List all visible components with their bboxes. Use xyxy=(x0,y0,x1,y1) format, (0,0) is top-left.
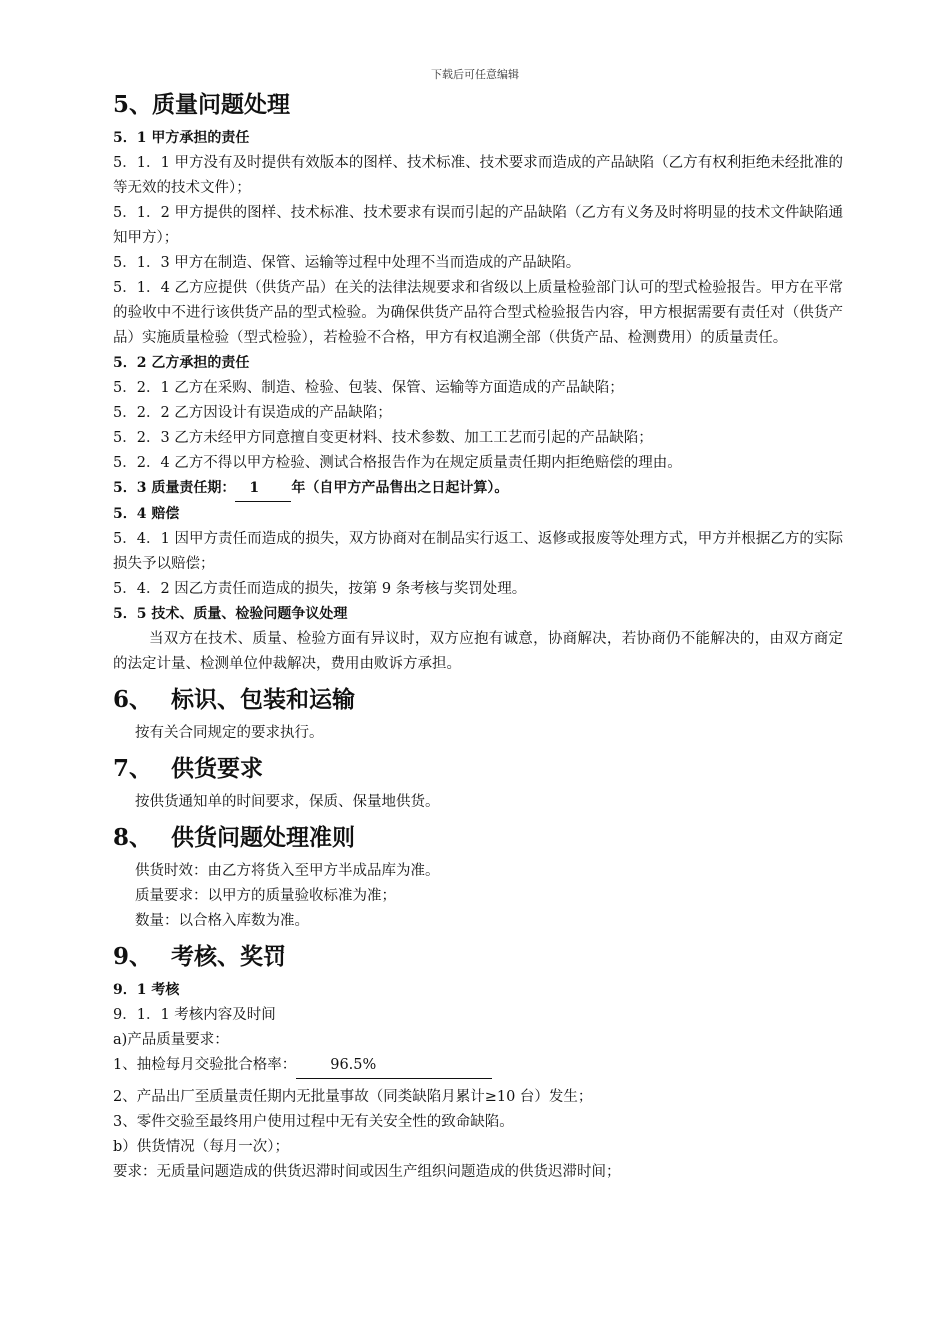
warranty-period-value: 1 xyxy=(235,476,291,502)
clause-5-1-1: 5．1．1 甲方没有及时提供有效版本的图样、技术标准、技术要求而造成的产品缺陷（乙方有权利拒绝未经批准的等无效的技术文件）； xyxy=(113,155,843,196)
section-5-heading: 5、质量问题处理 xyxy=(113,91,291,118)
section-6-text: 按有关合同规定的要求执行。 xyxy=(135,725,324,741)
warranty-label: 5．3 质量责任期： xyxy=(113,480,236,496)
section-8-heading: 8、 供货问题处理准则 xyxy=(113,824,355,851)
section-7-text: 按供货通知单的时间要求，保质、保量地供货。 xyxy=(135,794,440,810)
clause-5-1-2: 5．1．2 甲方提供的图样、技术标准、技术要求有误而引起的产品缺陷（乙方有义务及时将明显的技术文件缺陷通知甲方）； xyxy=(113,205,843,246)
clause-5-2-4: 5．2．4 乙方不得以甲方检验、测试合格报告作为在规定质量责任期内拒绝赔偿的理由。 xyxy=(113,455,682,471)
section-9-heading: 9、 考核、奖罚 xyxy=(113,943,286,970)
supply-status-label: b）供货情况（每月一次）； xyxy=(113,1139,290,1155)
quality-item-3: 3、零件交验至最终用户使用过程中无有关安全性的致命缺陷。 xyxy=(113,1114,514,1130)
section-5-2-heading: 5．2 乙方承担的责任 xyxy=(113,355,250,371)
page-header: 下载后可任意编辑 xyxy=(431,68,519,81)
document-body xyxy=(113,88,843,1185)
section-6-heading: 6、 标识、包装和运输 xyxy=(113,686,355,713)
supply-requirement: 要求：无质量问题造成的供货迟滞时间或因生产组织问题造成的供货迟滞时间； xyxy=(113,1164,621,1180)
section-8-item-quality: 质量要求：以甲方的质量验收标准为准； xyxy=(135,888,396,904)
section-8-item-quantity: 数量：以合格入库数为准。 xyxy=(135,913,309,929)
section-5-3-heading xyxy=(113,476,843,502)
section-9-1-heading: 9．1 考核 xyxy=(113,982,180,998)
pass-rate-value: 96.5% xyxy=(296,1053,492,1079)
clause-5-2-1: 5．2．1 乙方在采购、制造、检验、包装、保管、运输等方面造成的产品缺陷； xyxy=(113,380,624,396)
section-8-item-timeliness: 供货时效：由乙方将货入至甲方半成品库为准。 xyxy=(135,863,440,879)
clause-5-1-4: 5．1．4 乙方应提供（供货产品）在关的法律法规要求和省级以上质量检验部门认可的型式检验报告。甲方在平常的验收中不进行该供货产品的型式检验。为确保供货产品符合型式检验报告内容，甲方根据需要有责任对（供货产品）实施质量检验（型式检验），若检验不合格，甲方有权追溯全部（供货产品、检测费用）的质量责任。 xyxy=(113,280,843,346)
pass-rate-label: 1、抽检每月交验批合格率： xyxy=(113,1057,297,1073)
clause-5-2-2: 5．2．2 乙方因设计有误造成的产品缺陷； xyxy=(113,405,392,421)
section-5-4-heading: 5．4 赔偿 xyxy=(113,506,180,522)
clause-9-1-1: 9．1．1 考核内容及时间 xyxy=(113,1007,276,1023)
section-7-heading: 7、 供货要求 xyxy=(113,755,263,782)
clause-5-5-text: 当双方在技术、质量、检验方面有异议时，双方应抱有诚意，协商解决，若协商仍不能解决的，由双方商定的法定计量、检测单位仲裁解决，费用由败诉方承担。 xyxy=(113,631,843,672)
clause-5-4-2: 5．4．2 因乙方责任而造成的损失，按第 9 条考核与奖罚处理。 xyxy=(113,581,527,597)
clause-5-2-3: 5．2．3 乙方未经甲方同意擅自变更材料、技术参数、加工工艺而引起的产品缺陷； xyxy=(113,430,653,446)
clause-5-1-3: 5．1．3 甲方在制造、保管、运输等过程中处理不当而造成的产品缺陷。 xyxy=(113,255,581,271)
clause-5-4-1: 5．4．1 因甲方责任而造成的损失，双方协商对在制品实行返工、返修或报废等处理方式，甲方并根据乙方的实际损失予以赔偿； xyxy=(113,531,843,572)
quality-requirements-label: a)产品质量要求： xyxy=(113,1032,229,1048)
pass-rate-line xyxy=(113,1053,843,1079)
section-5-5-heading: 5．5 技术、质量、检验问题争议处理 xyxy=(113,606,348,622)
warranty-suffix: 年（自甲方产品售出之日起计算）。 xyxy=(291,480,509,496)
section-5-1-heading: 5．1 甲方承担的责任 xyxy=(113,130,250,146)
quality-item-2: 2、产品出厂至质量责任期内无批量事故（同类缺陷月累计≥10 台）发生； xyxy=(113,1089,593,1105)
